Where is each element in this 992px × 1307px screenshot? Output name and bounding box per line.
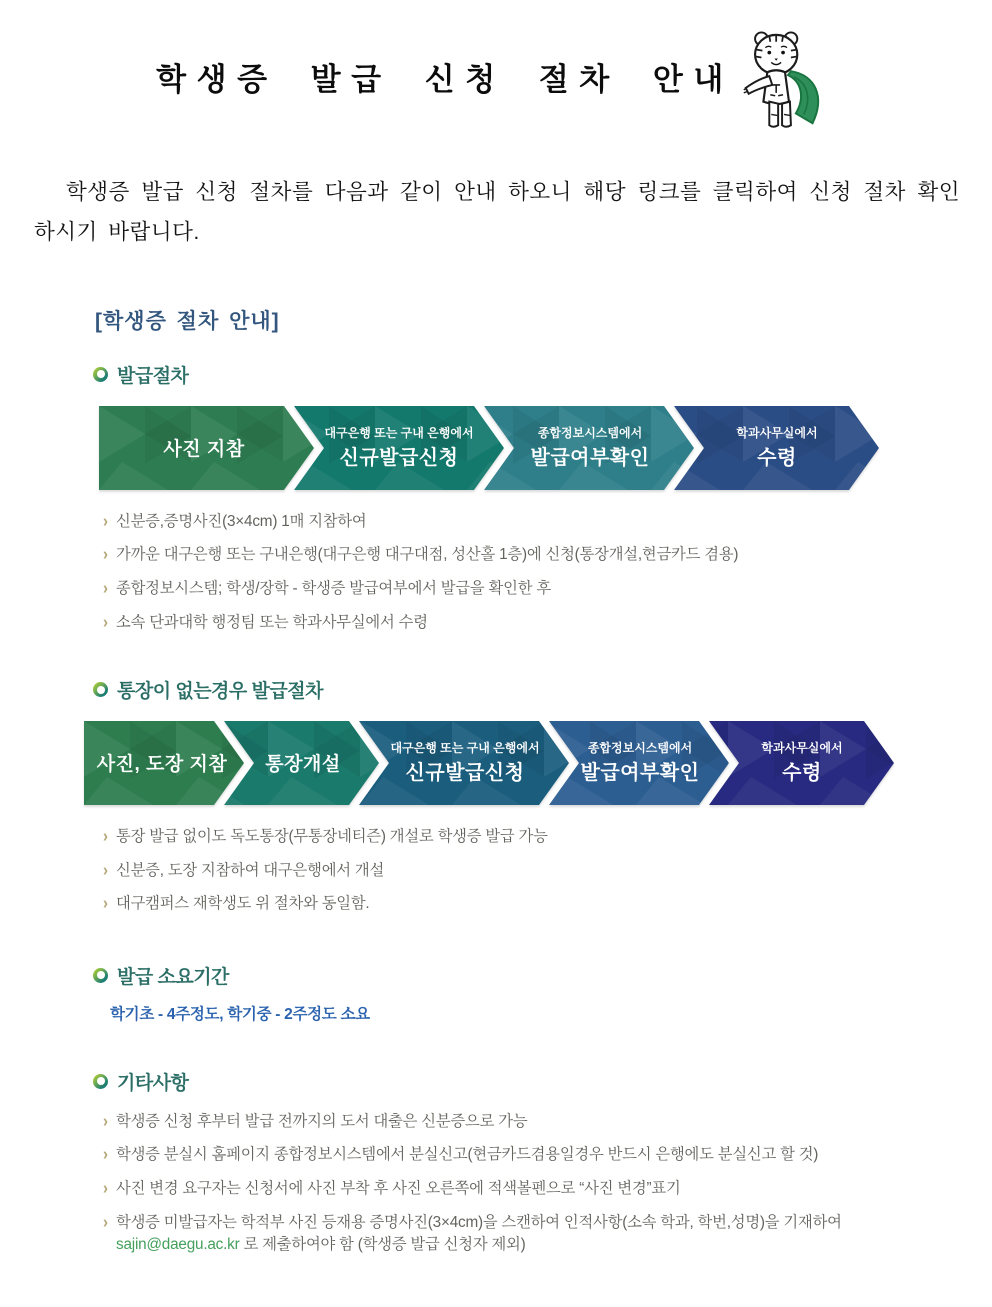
flow2-step-4 [549, 721, 729, 805]
list-item-text: 종합정보시스템; 학생/장학 - 학생증 발급여부에서 발급을 확인한 후 [116, 580, 551, 598]
list-item [103, 578, 963, 600]
list-item-text [116, 1212, 963, 1256]
flow1-step3-sublabel: 종합정보시스템에서 [537, 425, 643, 440]
procedure-flow-diagram-2 [84, 721, 894, 805]
chevron-marker-icon: › [103, 826, 108, 847]
tiger-mascot-icon [736, 28, 836, 138]
heading-label: 발급절차 [117, 365, 189, 387]
list-item-text: 신분증,증명사진(3×4cm) 1매 지참하여 [116, 512, 367, 530]
flow1-step2-sublabel: 대구은행 또는 구내 은행에서 [324, 425, 474, 440]
list-item [103, 893, 963, 915]
list-item [103, 612, 963, 634]
list-item-text: 학생증 신청 후부터 발급 전까지의 도서 대출은 신분증으로 가능 [116, 1112, 528, 1130]
chevron-marker-icon: › [103, 894, 108, 914]
heading-label: 발급 소요기간 [117, 966, 229, 988]
photo-submit-email-link[interactable]: sajin@daegu.ac.kr [116, 1235, 240, 1253]
list-item [103, 1111, 963, 1133]
bullet-ring-icon [93, 968, 108, 983]
list-item-text: 소속 단과대학 행정팀 또는 학과사무실에서 수령 [116, 613, 428, 631]
flow2-step-1 [84, 721, 244, 805]
flow1-step-2 [294, 406, 504, 490]
flow1-step-3 [484, 406, 694, 490]
chevron-marker-icon: › [103, 860, 108, 880]
chevron-marker-icon: › [103, 1212, 108, 1232]
chevron-marker-icon: › [103, 578, 108, 599]
chevron-marker-icon: › [103, 612, 108, 633]
flow2-step1-label: 사진, 도장 지참 [96, 754, 228, 775]
flow1-step4-sublabel: 학과사무실에서 [736, 425, 818, 440]
heading-other-notes [93, 1068, 992, 1095]
bullet-ring-icon [93, 367, 108, 382]
heading-issuance-procedure [93, 361, 992, 388]
flow2-step5-label: 수령 [782, 762, 822, 784]
heading-no-bankbook-procedure [93, 676, 992, 703]
duration-note: 학기초 - 4주정도, 학기중 - 2주정도 소요 [110, 1005, 370, 1023]
flow1-step1-label: 사진 지참 [163, 438, 245, 460]
list-item [103, 826, 963, 848]
list-item-text: 가까운 대구은행 또는 구내은행(대구은행 대구대점, 성산홀 1층)에 신청(통장개설,현금카드 겸용) [116, 546, 739, 564]
last-item-after: 로 제출하여야 함 (학생증 발급 신청자 제외) [243, 1235, 526, 1253]
list-item [103, 1178, 963, 1200]
flow1-step-1 [99, 406, 314, 490]
chevron-marker-icon: › [103, 1111, 108, 1131]
flow1-step2-label: 신규발급신청 [339, 446, 459, 469]
flow2-step-3 [359, 721, 569, 805]
list-item [103, 544, 963, 566]
flow2-step3-label: 신규발급신청 [405, 762, 525, 784]
flow2-step4-label: 발급여부확인 [580, 762, 700, 784]
heading-issuance-duration [93, 962, 992, 989]
flow1-step3-label: 발급여부확인 [530, 446, 650, 469]
other-notes-item-list [103, 1111, 963, 1256]
last-item-text: 학생증 미발급자는 학적부 사진 등재용 증명사진(3×4cm)을 스캔하여 인적사항(소속 학과, 학번,성명)을 기재하여 [116, 1213, 842, 1231]
flow2-step-5 [709, 721, 894, 805]
flow1-step-4 [674, 406, 879, 490]
title-row [0, 28, 992, 138]
flow2-step5-sublabel: 학과사무실에서 [761, 741, 843, 755]
flow2-step2-label: 통장개설 [265, 754, 341, 775]
flow2-step4-sublabel: 종합정보시스템에서 [587, 741, 693, 755]
list-item-text: 사진 변경 요구자는 신청서에 사진 부착 후 사진 오른쪽에 적색볼펜으로 “사진 변경”표기 [116, 1179, 681, 1197]
chevron-marker-icon: › [103, 511, 108, 532]
chevron-marker-icon: › [103, 1178, 108, 1199]
flow1-step4-label: 수령 [757, 446, 797, 469]
list-item [103, 511, 963, 533]
bullet-ring-icon [93, 682, 108, 697]
list-item [103, 1212, 963, 1256]
list-item-text: 대구캠퍼스 재학생도 위 절차와 동일함. [116, 895, 370, 913]
list-item-text: 통장 발급 없이도 독도통장(무통장네티즌) 개설로 학생증 발급 가능 [116, 828, 548, 845]
mascot-cape [788, 71, 818, 123]
section-header: [학생증 절차 안내] [95, 309, 280, 333]
intro-paragraph: 학생증 발급 신청 절차를 다음과 같이 안내 하오니 해당 링크를 클릭하여 신청 절차 확인하시기 바랍니다. [34, 180, 960, 245]
page-title: 학생증 발급 신청 절차 안내 [156, 62, 734, 97]
list-item [103, 860, 963, 882]
chevron-marker-icon: › [103, 1144, 108, 1165]
list-item-text: 학생증 분실시 홈페이지 종합정보시스템에서 분실신고(현금카드겸용일경우 반드시 은행에도 분실신고 할 것) [116, 1146, 819, 1164]
flow2-step3-sublabel: 대구은행 또는 구내 은행에서 [390, 741, 540, 755]
issuance-item-list [103, 511, 963, 634]
list-item-text: 신분증, 도장 지참하여 대구은행에서 개설 [116, 861, 385, 879]
bullet-ring-icon [93, 1074, 108, 1089]
heading-label: 기타사항 [117, 1072, 189, 1094]
heading-label: 통장이 없는경우 발급절차 [117, 681, 323, 702]
chevron-marker-icon: › [103, 545, 108, 565]
flow2-step-2 [224, 721, 379, 805]
list-item [103, 1144, 963, 1166]
procedure-flow-diagram-1 [99, 406, 879, 490]
no-bankbook-item-list [103, 826, 963, 916]
